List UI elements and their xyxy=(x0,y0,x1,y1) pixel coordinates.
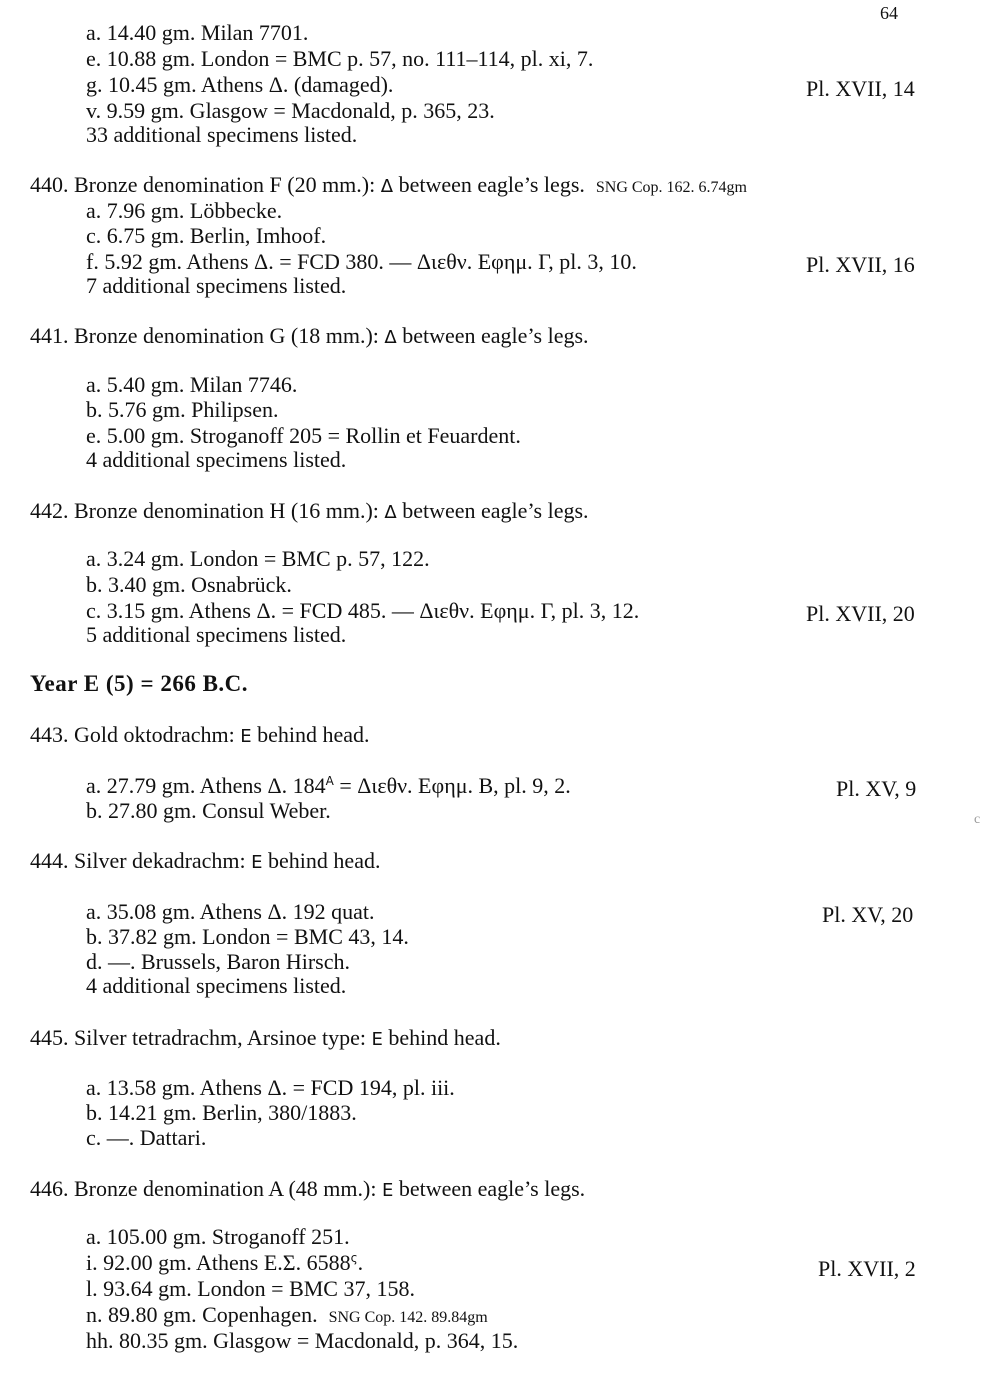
epsilon-mark: E xyxy=(381,1180,394,1201)
entry-title-442: 442. Bronze denomination H (16 mm.): Δ between eagle’s legs. xyxy=(30,498,589,523)
additional-specimens: 4 additional specimens listed. xyxy=(86,447,347,472)
specimen-line: b. 27.80 gm. Consul Weber. xyxy=(86,798,331,823)
specimen-line: b. 14.21 gm. Berlin, 380/1883. xyxy=(86,1100,357,1125)
additional-specimens: 5 additional specimens listed. xyxy=(86,622,347,647)
year-heading: Year E (5) = 266 B.C. xyxy=(30,671,249,696)
specimen-line: i. 92.00 gm. Athens Ε.Σ. $6588^\varsigma$. xyxy=(86,1250,364,1275)
plate-reference: Pl. XVII, 16 xyxy=(806,252,915,277)
entry-title-446: 446. Bronze denomination A (48 mm.): E between eagle’s legs. xyxy=(30,1176,586,1201)
edge-mark: c xyxy=(974,812,981,827)
specimen-line: a. 35.08 gm. Athens Δ. 192 quat. xyxy=(86,899,375,924)
epsilon-mark: E xyxy=(251,852,263,873)
delta-mark: Δ xyxy=(384,502,397,523)
plate-reference: Pl. XVII, 20 xyxy=(806,601,915,626)
entry-title-443: 443. Gold oktodrachm: E behind head. xyxy=(30,722,370,747)
specimen-line: d. —. Brussels, Baron Hirsch. xyxy=(86,949,350,974)
sng-note: SNG Cop. 162. 6.74gm xyxy=(595,179,747,196)
specimen-line: e. 5.00 gm. Stroganoff 205 = Rollin et Feuardent. xyxy=(86,423,521,448)
additional-specimens: 4 additional specimens listed. xyxy=(86,973,347,998)
specimen-line: b. 5.76 gm. Philipsen. xyxy=(86,397,279,422)
specimen-line: a. 14.40 gm. Milan 7701. xyxy=(86,20,309,45)
specimen-line: a. 27.79 gm. Athens Δ. $184^A = \Delta\iota\varepsilon\theta\nu$. Εφημ. Β, pl. 9, 2. xyxy=(86,773,571,798)
plate-reference: Pl. XVII, 2 xyxy=(818,1256,916,1281)
specimen-line: b. 3.40 gm. Osnabrück. xyxy=(86,572,292,597)
specimen-line: v. 9.59 gm. Glasgow = Macdonald, p. 365, 23. xyxy=(86,98,495,123)
specimen-line: f. 5.92 gm. Athens Δ. = FCD 380. — Διεθν. Εφημ. Γ, pl. 3, 10. xyxy=(86,249,637,274)
specimen-line: c. 3.15 gm. Athens Δ. = FCD 485. — Διεθν. Εφημ. Γ, pl. 3, 12. xyxy=(86,598,640,623)
entry-title-440: 440. Bronze denomination F (20 mm.): Δ between eagle’s legs. SNG Cop. 162. 6.74gm xyxy=(30,172,747,197)
specimen-line: c. —. Dattari. xyxy=(86,1125,207,1150)
delta-mark: Δ xyxy=(380,176,394,197)
specimen-line: e. 10.88 gm. London = BMC p. 57, no. 111–114, pl. xi, 7. xyxy=(86,46,594,71)
specimen-line: l. 93.64 gm. London = BMC 37, 158. xyxy=(86,1276,415,1301)
additional-specimens: 7 additional specimens listed. xyxy=(86,273,347,298)
plate-reference: Pl. XV, 9 xyxy=(836,776,917,801)
page-number: 64 xyxy=(880,3,898,23)
specimen-line: a. 13.58 gm. Athens Δ. = FCD 194, pl. iii. xyxy=(86,1075,455,1100)
epsilon-mark: E xyxy=(240,726,252,747)
additional-specimens: 33 additional specimens listed. xyxy=(86,122,358,147)
specimen-line: n. 89.80 gm. Copenhagen. SNG Cop. 142. 89.84gm xyxy=(86,1302,488,1327)
delta-mark: Δ xyxy=(384,327,397,348)
specimen-line: g. 10.45 gm. Athens Δ. (damaged). xyxy=(86,72,394,97)
entry-title-441: 441. Bronze denomination G (18 mm.): Δ between eagle’s legs. xyxy=(30,323,589,348)
specimen-line: hh. 80.35 gm. Glasgow = Macdonald, p. 364, 15. xyxy=(86,1328,519,1353)
sng-note: SNG Cop. 142. 89.84gm xyxy=(328,1309,488,1326)
specimen-line: c. 6.75 gm. Berlin, Imhoof. xyxy=(86,223,327,248)
entry-title-444: 444. Silver dekadrachm: E behind head. xyxy=(30,848,381,873)
specimen-line: a. 5.40 gm. Milan 7746. xyxy=(86,372,298,397)
specimen-line: a. 7.96 gm. Löbbecke. xyxy=(86,198,283,223)
epsilon-mark: E xyxy=(371,1029,383,1050)
specimen-line: a. 3.24 gm. London = BMC p. 57, 122. xyxy=(86,546,430,571)
specimen-line: a. 105.00 gm. Stroganoff 251. xyxy=(86,1224,350,1249)
plate-reference: Pl. XV, 20 xyxy=(822,902,914,927)
plate-reference: Pl. XVII, 14 xyxy=(806,76,915,101)
entry-title-445: 445. Silver tetradrachm, Arsinoe type: E behind head. xyxy=(30,1025,501,1050)
specimen-line: b. 37.82 gm. London = BMC 43, 14. xyxy=(86,924,409,949)
